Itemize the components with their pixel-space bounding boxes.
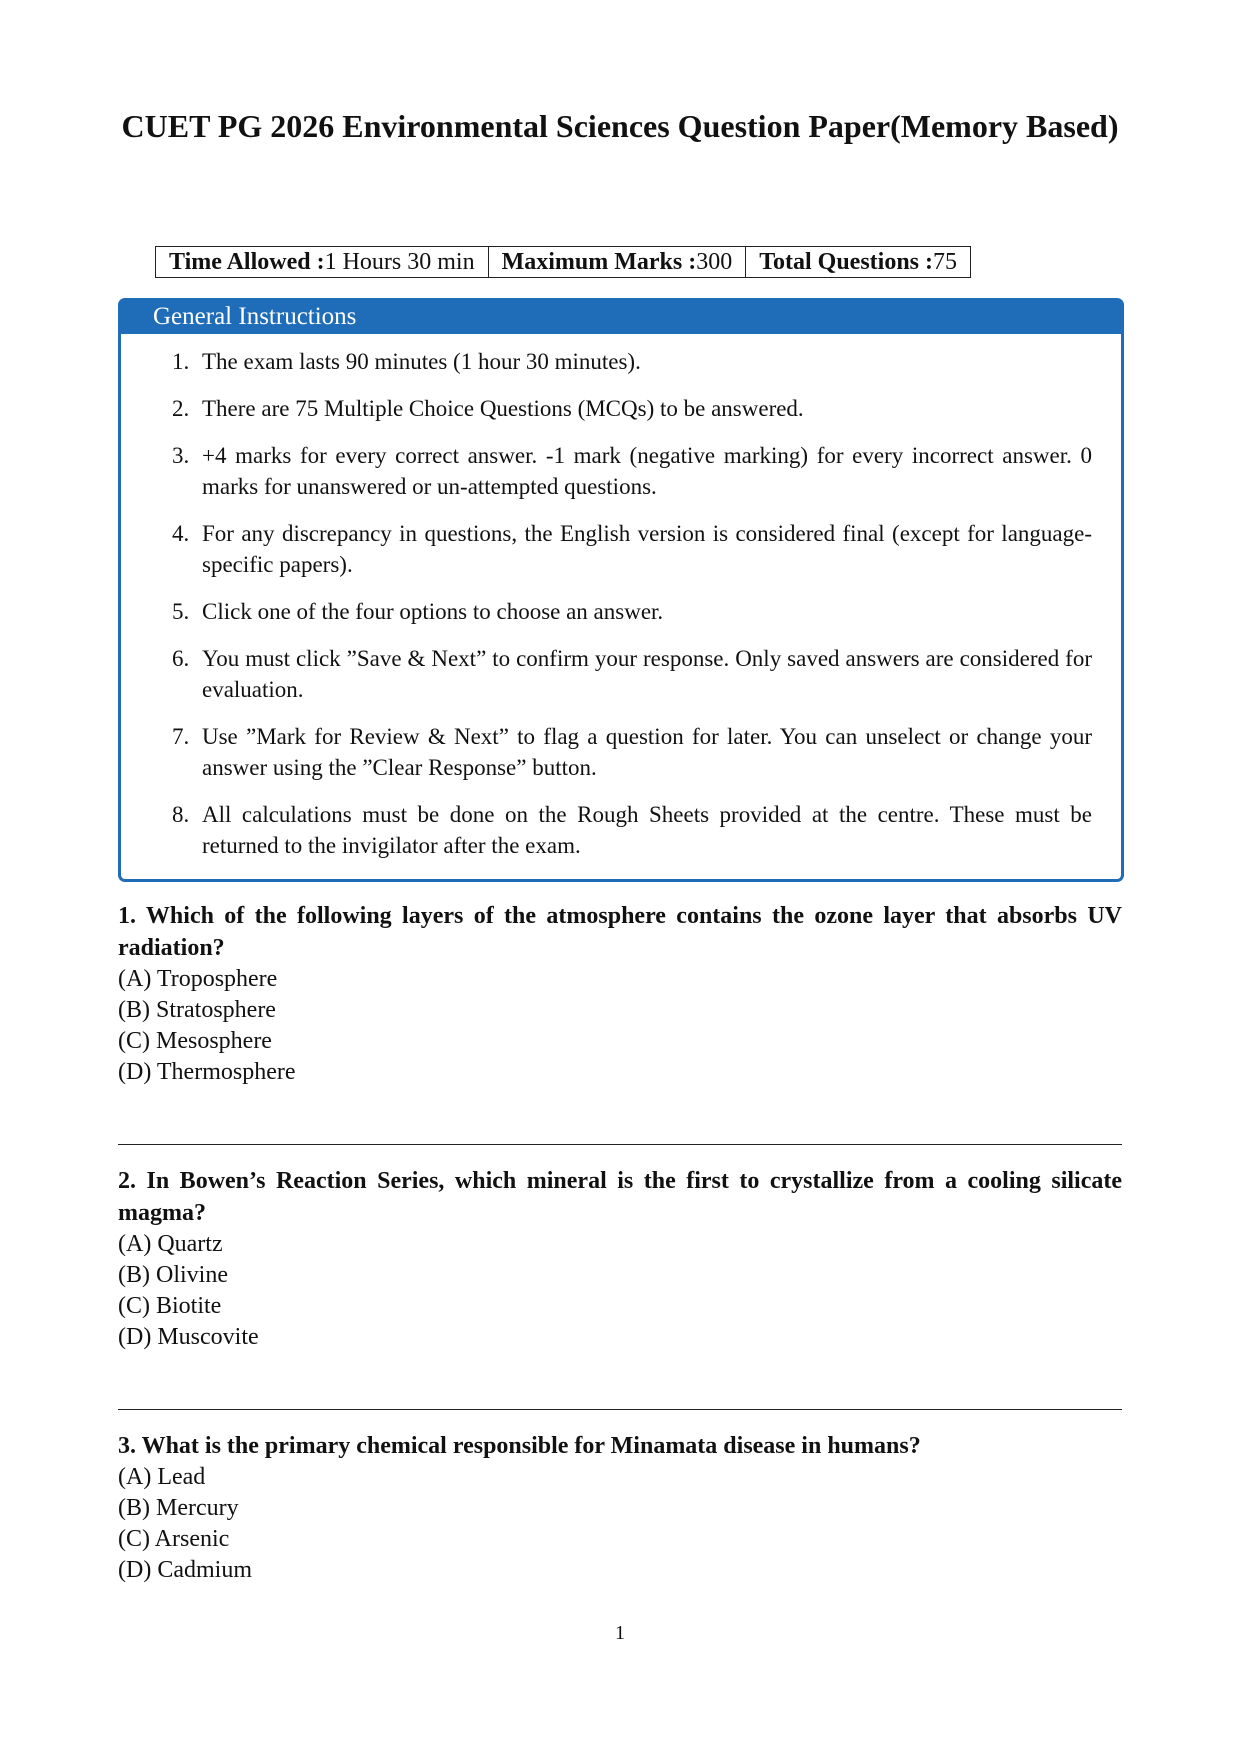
instructions-header (121, 301, 1121, 334)
instructions-heading: General Instructions (153, 303, 357, 330)
instruction-text: All calculations must be done on the Rough Sheets provided at the centre. These must be returned to the invigilator after the exam. (202, 802, 1092, 858)
time-allowed-cell (156, 247, 489, 278)
instruction-item (168, 346, 1092, 377)
time-allowed-value: 1 Hours 30 min (324, 249, 475, 275)
instruction-item (168, 393, 1092, 424)
instruction-item (168, 518, 1092, 580)
option-c: (C) Biotite (118, 1293, 222, 1319)
instruction-number: 8. (172, 802, 190, 827)
instructions-list (168, 346, 1092, 877)
instruction-text: There are 75 Multiple Choice Questions (MCQs) to be answered. (202, 396, 804, 421)
option-b: (B) Olivine (118, 1262, 228, 1288)
question-divider (118, 1409, 1122, 1410)
option-a: (A) Lead (118, 1464, 206, 1490)
instruction-number: 3. (172, 443, 190, 468)
instruction-number: 2. (172, 396, 190, 421)
instruction-text: Click one of the four options to choose an answer. (202, 599, 664, 624)
instruction-number: 7. (172, 724, 190, 749)
instruction-text: For any discrepancy in questions, the English version is considered final (except for language-specific papers). (202, 521, 1092, 577)
instruction-text: You must click ”Save & Next” to confirm your response. Only saved answers are considered for evaluation. (202, 646, 1092, 702)
question-text: 1. Which of the following layers of the atmosphere contains the ozone layer that absorbs UV radiation? (118, 903, 1122, 961)
total-questions-value: 75 (933, 249, 958, 275)
maximum-marks-value: 300 (696, 249, 733, 275)
instruction-item (168, 799, 1092, 861)
question-block (118, 1165, 1122, 1353)
instruction-number: 5. (172, 599, 190, 624)
instruction-item (168, 440, 1092, 502)
maximum-marks-cell (488, 247, 746, 278)
maximum-marks-label: Maximum Marks : (501, 249, 697, 275)
option-c: (C) Mesosphere (118, 1028, 272, 1054)
instruction-number: 4. (172, 521, 190, 546)
instruction-item (168, 721, 1092, 783)
instruction-text: +4 marks for every correct answer. -1 mark (negative marking) for every incorrect answer. 0 marks for unanswered or un-attempted questions. (202, 443, 1092, 499)
question-text: 2. In Bowen’s Reaction Series, which mineral is the first to crystallize from a cooling silicate magma? (118, 1168, 1122, 1226)
instruction-item (168, 643, 1092, 705)
instruction-text: The exam lasts 90 minutes (1 hour 30 minutes). (202, 349, 641, 374)
question-block (118, 1430, 1122, 1586)
instruction-item (168, 596, 1092, 627)
total-questions-label: Total Questions : (759, 249, 934, 275)
question-block (118, 900, 1122, 1088)
question-divider (118, 1144, 1122, 1145)
option-d: (D) Muscovite (118, 1324, 259, 1350)
page-number: 1 (615, 1622, 625, 1644)
option-a: (A) Troposphere (118, 966, 278, 992)
option-b: (B) Stratosphere (118, 997, 276, 1023)
option-d: (D) Thermosphere (118, 1059, 296, 1085)
option-b: (B) Mercury (118, 1495, 239, 1521)
option-a: (A) Quartz (118, 1231, 223, 1257)
option-d: (D) Cadmium (118, 1557, 252, 1583)
instruction-text: Use ”Mark for Review & Next” to flag a question for later. You can unselect or change your answer using the ”Clear Response” button. (202, 724, 1092, 780)
total-questions-cell (746, 247, 971, 278)
instruction-number: 1. (172, 349, 190, 374)
question-text: 3. What is the primary chemical responsible for Minamata disease in humans? (118, 1433, 921, 1459)
exam-meta-table (155, 246, 971, 278)
instruction-number: 6. (172, 646, 190, 671)
page-title: CUET PG 2026 Environmental Sciences Question Paper(Memory Based) (121, 108, 1119, 144)
option-c: (C) Arsenic (118, 1526, 230, 1552)
time-allowed-label: Time Allowed : (169, 249, 325, 275)
